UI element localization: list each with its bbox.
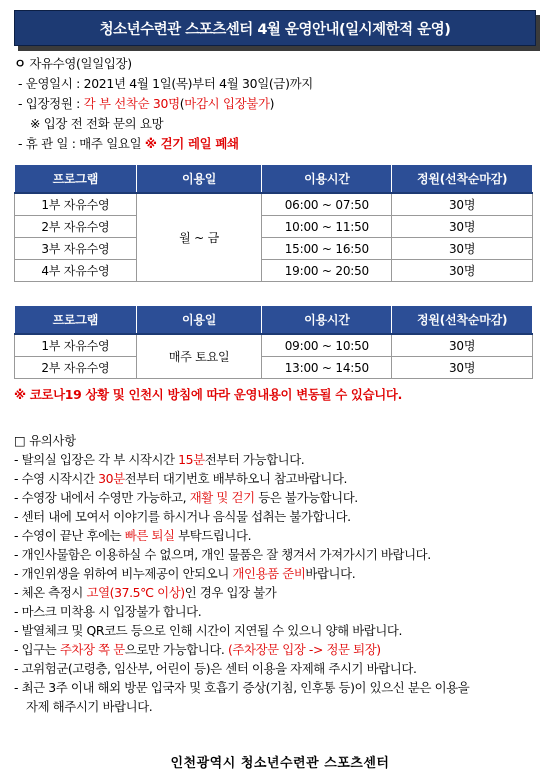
list-item: - 개인위생을 위하여 비누제공이 안되오니 개인용품 준비바랍니다. bbox=[14, 566, 356, 581]
list-item: - 발열체크 및 QR코드 등으로 인해 시간이 지연될 수 있으니 양해 바랍니다. bbox=[14, 623, 403, 638]
footer-organization: 인천광역시 청소년수련관 스포츠센터 bbox=[170, 756, 390, 771]
capacity-value: 각 부 선착순 30명 bbox=[83, 96, 180, 111]
header-day: 이용일 bbox=[136, 165, 262, 194]
page-title-banner bbox=[14, 10, 536, 46]
program-cell: 1부 자유수영 bbox=[15, 193, 137, 216]
table-row bbox=[15, 216, 533, 238]
program-cell: 1부 자유수영 bbox=[15, 334, 137, 357]
page-title: 청소년수련관 스포츠센터 4월 운영안내(일시제한적 운영) bbox=[99, 21, 451, 38]
capacity-cell: 30명 bbox=[392, 216, 533, 238]
closed-day-line bbox=[18, 135, 239, 153]
table-header-row bbox=[15, 306, 533, 335]
capacity-cell: 30명 bbox=[392, 193, 533, 216]
operation-label: - 운영일시 : bbox=[18, 76, 84, 91]
phone-inquiry-note: ※ 입장 전 전화 문의 요망 bbox=[30, 116, 164, 131]
program-cell: 4부 자유수영 bbox=[15, 260, 137, 282]
header-capacity: 정원(선착순마감) bbox=[392, 165, 533, 194]
list-item: - 수영 시작시간 30분전부터 대기번호 배부하오니 참고바랍니다. bbox=[14, 471, 348, 486]
list-item: - 최근 3주 이내 해외 방문 입국자 및 호흡기 증상(기침, 인후통 등)이 있으신 분은 이용을 bbox=[14, 680, 470, 695]
capacity-cell: 30명 bbox=[392, 334, 533, 357]
time-cell: 13:00 ~ 14:50 bbox=[262, 357, 392, 379]
header-time: 이용시간 bbox=[262, 165, 392, 194]
covid-notice: ※ 코로나19 상황 및 인천시 방침에 따라 운영내용이 변동될 수 있습니다. bbox=[14, 387, 403, 402]
capacity-paren-open: ( bbox=[179, 96, 185, 111]
header-program: 프로그램 bbox=[15, 165, 137, 194]
time-cell: 06:00 ~ 07:50 bbox=[262, 193, 392, 216]
program-cell: 3부 자유수영 bbox=[15, 238, 137, 260]
header-time: 이용시간 bbox=[262, 306, 392, 335]
capacity-cell: 30명 bbox=[392, 260, 533, 282]
header-day: 이용일 bbox=[136, 306, 262, 335]
closed-label: - 휴 관 일 : 매주 일요일 bbox=[18, 136, 145, 151]
day-cell: 매주 토요일 bbox=[136, 334, 262, 379]
notes-heading bbox=[14, 432, 76, 450]
capacity-label: - 입장정원 : bbox=[18, 96, 84, 111]
time-cell: 09:00 ~ 10:50 bbox=[262, 334, 392, 357]
list-item-continuation: 자제 해주시기 바랍니다. bbox=[26, 699, 153, 714]
capacity-cell: 30명 bbox=[392, 357, 533, 379]
header-capacity: 정원(선착순마감) bbox=[392, 306, 533, 335]
weekday-schedule-table bbox=[14, 164, 533, 282]
capacity-line bbox=[18, 95, 274, 113]
list-item: - 수영장 내에서 수영만 가능하고, 재활 및 걷기 등은 불가능합니다. bbox=[14, 490, 358, 505]
table-row bbox=[15, 260, 533, 282]
day-cell: 월 ~ 금 bbox=[136, 193, 262, 282]
list-item: - 고위험군(고령층, 임산부, 어린이 등)은 센터 이용을 자제해 주시기 바랍니다. bbox=[14, 661, 417, 676]
program-cell: 2부 자유수영 bbox=[15, 216, 137, 238]
operation-value: 2021년 4월 1일(목)부터 4월 30일(금)까지 bbox=[83, 76, 313, 91]
notes-heading-text: 유의사항 bbox=[29, 433, 76, 448]
list-item: - 센터 내에 모여서 이야기를 하시거나 음식물 섭취는 불가합니다. bbox=[14, 509, 351, 524]
capacity-cell: 30명 bbox=[392, 238, 533, 260]
list-item: - 입구는 주차장 쪽 문으로만 가능합니다. (주차장문 입장 -> 정문 퇴장) bbox=[14, 642, 381, 657]
section-free-swim-heading bbox=[14, 55, 132, 73]
closed-note: ※ 걷기 레일 폐쇄 bbox=[144, 136, 239, 151]
program-cell: 2부 자유수영 bbox=[15, 357, 137, 379]
table-row bbox=[15, 193, 533, 216]
square-bullet-icon: □ bbox=[14, 433, 26, 448]
section-heading-text: 자유수영(일일입장) bbox=[29, 56, 132, 71]
table-row bbox=[15, 357, 533, 379]
list-item: - 체온 측정시 고열(37.5℃ 이상)인 경우 입장 불가 bbox=[14, 585, 277, 600]
list-item: - 수영이 끝난 후에는 빠른 퇴실 부탁드립니다. bbox=[14, 528, 252, 543]
header-program: 프로그램 bbox=[15, 306, 137, 335]
list-item: - 개인사물함은 이용하실 수 없으며, 개인 물품은 잘 챙겨서 가져가시기 바랍니다. bbox=[14, 547, 431, 562]
time-cell: 19:00 ~ 20:50 bbox=[262, 260, 392, 282]
table-row bbox=[15, 238, 533, 260]
saturday-schedule-table bbox=[14, 305, 533, 379]
list-item: - 마스크 미착용 시 입장불가 합니다. bbox=[14, 604, 202, 619]
operation-period bbox=[18, 75, 313, 93]
list-item: - 탈의실 입장은 각 부 시작시간 15분전부터 가능합니다. bbox=[14, 452, 305, 467]
capacity-note: 마감시 입장불가 bbox=[184, 96, 270, 111]
circle-bullet-icon: ㅇ bbox=[14, 56, 26, 71]
capacity-paren-close: ) bbox=[269, 96, 275, 111]
time-cell: 10:00 ~ 11:50 bbox=[262, 216, 392, 238]
table-row bbox=[15, 334, 533, 357]
table-header-row bbox=[15, 165, 533, 194]
time-cell: 15:00 ~ 16:50 bbox=[262, 238, 392, 260]
